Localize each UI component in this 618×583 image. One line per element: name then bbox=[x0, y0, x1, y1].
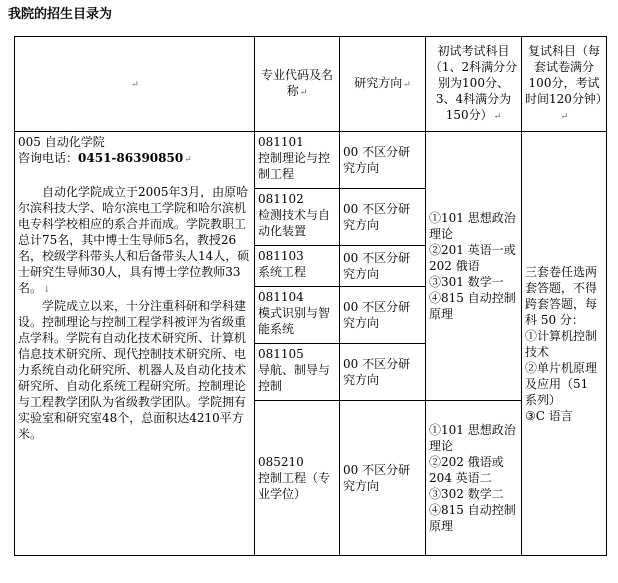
major-085210: 085210 控制工程（专业学位） bbox=[255, 401, 340, 556]
major-081104: 081104 模式识别与智能系统 bbox=[255, 287, 340, 344]
major-081105: 081105 导航、制导与控制 bbox=[255, 344, 340, 401]
direction-081101: 00 不区分研究方向 bbox=[340, 132, 426, 189]
college-intro-1: 自动化学院成立于2005年3月，由原哈尔滨科技大学、哈尔滨电工学院和哈尔滨机电专科学校相应的系合并而成。学院教职工总计75名，其中博士生导师5名，教授26名，校级学科带头人和后备带头人14人，硕士研究生导师30人，具有博士学位教师33名。↓ bbox=[18, 185, 250, 295]
enrollment-catalog-table bbox=[14, 36, 607, 556]
college-info-cell bbox=[15, 132, 255, 556]
prelim-subjects-professional: ①101 思想政治理论 ②202 俄语或 204 英语二 ③302 数学二 ④815 自动控制原理 bbox=[426, 401, 522, 556]
header-major: 专业代码及名称↵ bbox=[255, 37, 340, 132]
college-phone: 咨询电话：0451-86390850↵ bbox=[18, 151, 192, 165]
college-name: 005 自动化学院 bbox=[18, 135, 105, 149]
prelim-subjects-academic: ①101 思想政治理论 ②201 英语一或 202 俄语 ③301 数学一 ④815 自动控制原理 bbox=[426, 132, 522, 401]
page-heading: 我院的招生目录为 bbox=[8, 7, 113, 22]
table-header-row bbox=[15, 37, 607, 132]
major-081102: 081102 检测技术与自动化装置 bbox=[255, 189, 340, 246]
header-direction: 研究方向↵ bbox=[340, 37, 426, 132]
direction-081103: 00 不区分研究方向 bbox=[340, 246, 426, 287]
header-prelim: 初试考试科目（1、2科满分分别为100分、3、4科满分为150分）↵ bbox=[426, 37, 522, 132]
direction-081105: 00 不区分研究方向 bbox=[340, 344, 426, 401]
major-081103: 081103 系统工程 bbox=[255, 246, 340, 287]
direction-081104: 00 不区分研究方向 bbox=[340, 287, 426, 344]
college-intro-2: 学院成立以来，十分注重科研和学科建设。控制理论与控制工程学科被评为省级重点学科。学院有自动化技术研究所、计算机信息技术研究所、现代控制技术研究所、电力系统自动化研究所、机器人及自动化技术研究所、自动化系统工程研究所。控制理论与工程教学团队为省级教学团队。学院拥有实验室和研究室48个，总面积达4210平方米。 bbox=[18, 299, 247, 441]
table-row bbox=[15, 132, 607, 189]
direction-085210: 00 不区分研究方向 bbox=[340, 401, 426, 556]
header-blank-cell: ↵ bbox=[15, 37, 255, 132]
major-081101: 081101 控制理论与控制工程 bbox=[255, 132, 340, 189]
retest-subjects: 三套卷任选两套答题，不得跨套答题，每科 50 分： ①计算机控制技术 ②单片机原理及应用（51 系列） ③C 语言 bbox=[522, 132, 607, 556]
direction-081102: 00 不区分研究方向 bbox=[340, 189, 426, 246]
header-retest: 复试科目（每套试卷满分100分，考试时间120分钟）↵ bbox=[522, 37, 607, 132]
